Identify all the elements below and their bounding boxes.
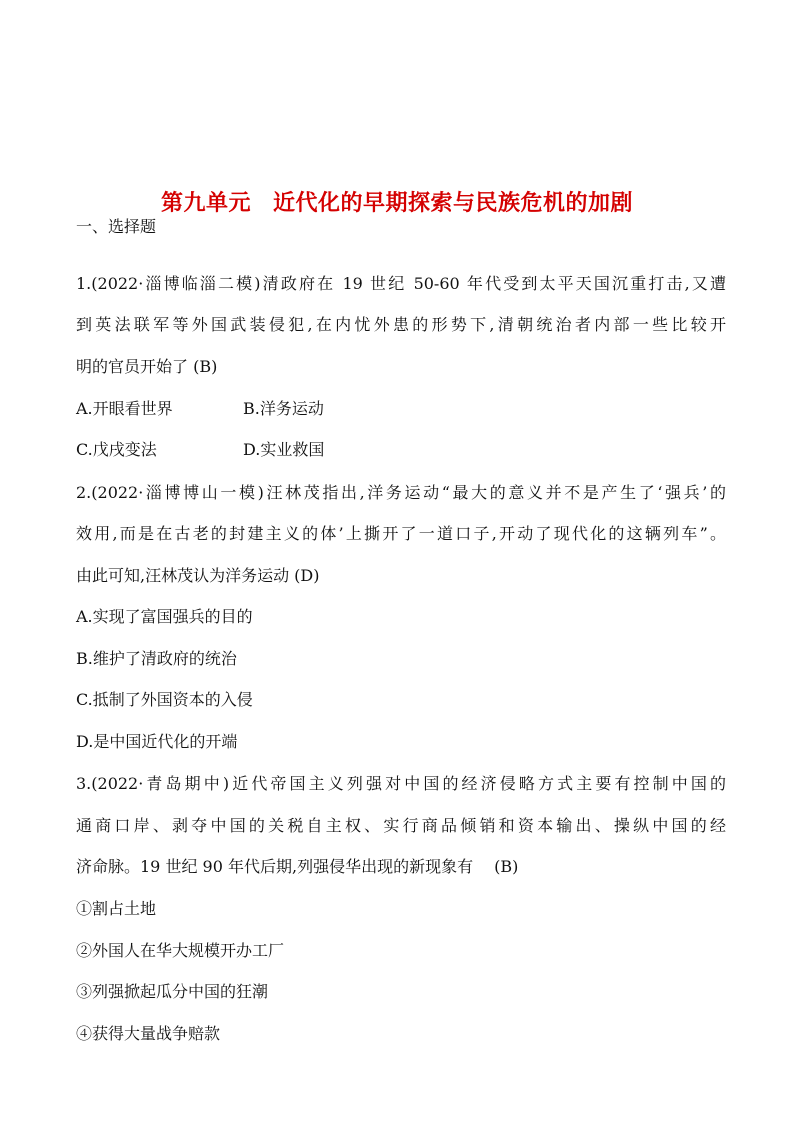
question-3-item-4: ④获得大量战争赔款 (76, 1024, 221, 1043)
question-1-line-3: 明的官员开始了 (B) (76, 357, 218, 376)
question-2-line-2: 效用,而是在古老的封建主义的体’上撕开了一道口子,开动了现代化的这辆列车”。 (76, 524, 726, 543)
question-2-option-a: A.实现了富国强兵的目的 (76, 607, 253, 626)
question-3-item-1: ①割占土地 (76, 899, 157, 918)
question-3-line-2: 通商口岸、剥夺中国的关税自主权、实行商品倾销和资本输出、操纵中国的经 (76, 816, 726, 835)
question-2-option-b: B.维护了清政府的统治 (76, 649, 237, 668)
question-2-line-3: 由此可知,汪林茂认为洋务运动 (D) (76, 566, 320, 585)
question-1-option-a: A.开眼看世界 (76, 399, 173, 418)
question-2-option-d: D.是中国近代化的开端 (76, 732, 238, 751)
unit-number: 第九单元 (160, 191, 251, 216)
question-3-line-3: 济命脉。19 世纪 90 年代后期,列强侵华出现的新现象有 (B) (76, 857, 519, 876)
question-3-item-2: ②外国人在华大规模开办工厂 (76, 941, 285, 960)
question-1-line-1: 1.(2022·淄博临淄二模)清政府在 19 世纪 50-60 年代受到太平天国沉重打击,又遭 (76, 274, 726, 293)
unit-title (0, 186, 794, 217)
question-1-option-c: C.戊戌变法 (76, 440, 157, 459)
question-1-line-2: 到英法联军等外国武装侵犯,在内忧外患的形势下,清朝统治者内部一些比较开 (76, 315, 726, 334)
question-1-option-d: D.实业救国 (243, 440, 325, 459)
unit-subject: 近代化的早期探索与民族危机的加剧 (273, 191, 634, 216)
question-2-option-c: C.抵制了外国资本的入侵 (76, 690, 253, 709)
question-1-option-b: B.洋务运动 (243, 399, 324, 418)
question-2-line-1: 2.(2022·淄博博山一模)汪林茂指出,洋务运动“最大的意义并不是产生了‘强兵’的 (76, 483, 726, 502)
question-3-item-3: ③列强掀起瓜分中国的狂潮 (76, 982, 269, 1001)
section-heading: 一、选择题 (76, 217, 157, 236)
question-1-options-row-2 (76, 440, 726, 460)
question-3-line-1: 3.(2022·青岛期中)近代帝国主义列强对中国的经济侵略方式主要有控制中国的 (76, 774, 726, 793)
question-1-options-row-1 (76, 399, 726, 419)
